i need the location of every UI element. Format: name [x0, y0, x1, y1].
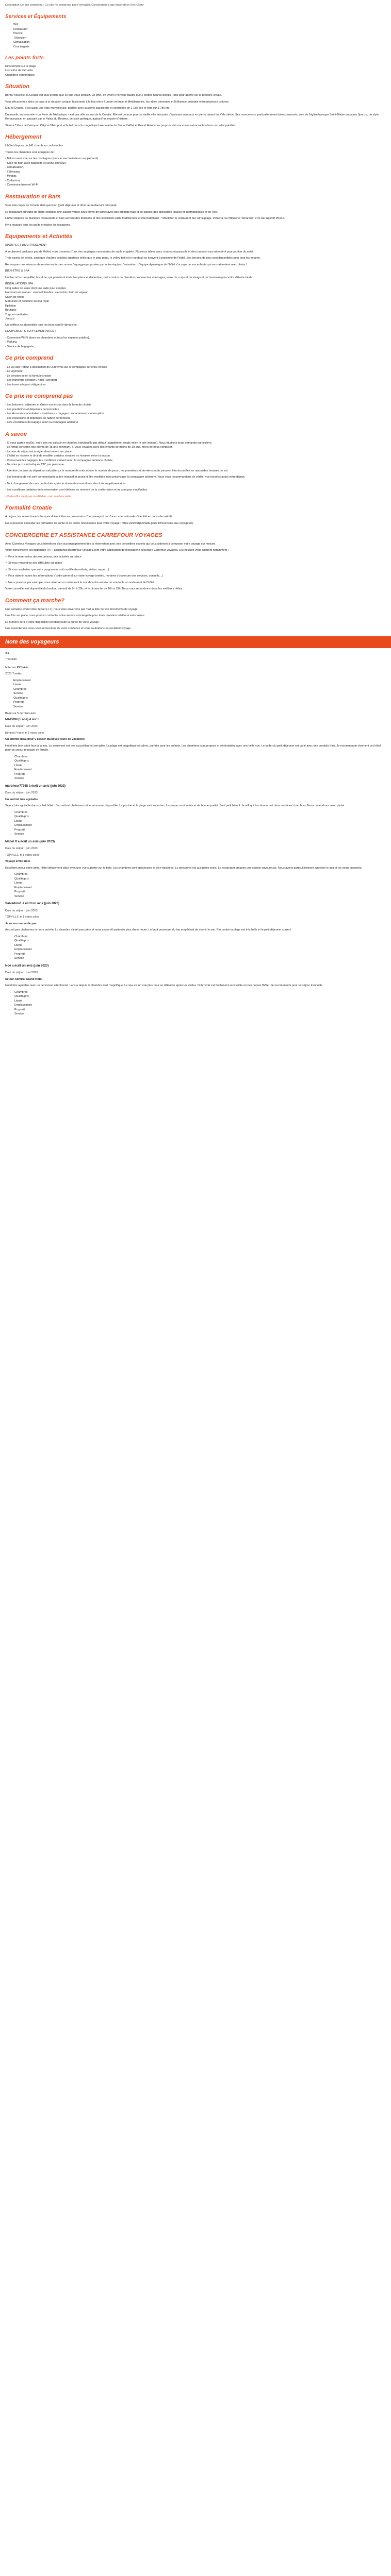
list-item: Hammam et saunas : sauna finlandais, sauna bio, bain de vapeur: [5, 291, 88, 295]
review-meta: TOPVILLE ★ 1 votes utiles: [5, 853, 40, 857]
list-item: • Chambres: [13, 687, 386, 692]
review-meta: TOPVILLE ★ 1 votes utiles: [5, 916, 40, 919]
review-item: [5, 718, 386, 781]
list-item: - Salle de bain avec baignoire et sèche-cheveux,: [5, 161, 67, 165]
list-item: • Propreté: [13, 700, 386, 705]
restauration-title: Restauration et Bars: [5, 193, 61, 200]
paragraph: Une nouvelle fois, nous vous remercions de votre confiance et vous souhaitons un excellent voyage.: [5, 627, 132, 631]
review-date: Date du séjour : mai 2023: [5, 971, 38, 975]
paragraph: - Attention, la date du départ est calculée sur le nombre de nuits et non le nombre de jours ; les premières et dernières nuits peuvent être écourtées en raison des horaires de vol.: [5, 469, 229, 472]
paragraph: L'hôtel dispose de 141 chambres confortables.: [5, 144, 64, 148]
situation-section: [5, 82, 386, 128]
list-item: • Service: [14, 776, 386, 781]
list-item: - Les transferts aéroport / hôtel / aéroport: [5, 379, 57, 382]
list-item: - Balcon avec vue sur les montagnes (ou vue mer latérale en supplément): [5, 157, 99, 161]
review-text: Excellent séjour entre amis. Hôtel idéalement situé avec une vue superbe sur la baie. Les chambres sont spacieuses et bien équipées. Le personnel est aux petits soins. Le restaurant propose une cuisine savoureuse. Nous avons particulièrement apprécié le spa et les soins proposés.: [5, 866, 363, 870]
reviews-list: [5, 718, 386, 1016]
review-item: [5, 784, 386, 837]
page-root: [0, 0, 391, 1030]
list-item: Jacuzzi: [5, 317, 15, 321]
list-item: Salon de repos: [5, 295, 24, 299]
non-refundable-note: - Cette offre n'est pas modifiable - non remboursable: [5, 495, 72, 498]
list-item: • Service: [14, 956, 386, 961]
list-item: - Parking,: [5, 341, 18, 344]
list-item: - Le logement: [5, 370, 23, 374]
list-item: - Si vous partez seul(e), votre prix est calculé en chambre individuelle par défaut (supplément single selon le prix indiqué). Nous étudions toute demande particulière.: [5, 441, 213, 445]
list-item: - Les pourboires et dépenses personnelles: [5, 408, 59, 411]
paragraph: A ce jour, les ressortissants français doivent être en possession d'un passeport ou d'une carte nationale d'identité en cours de validité.: [5, 515, 173, 519]
paragraph: Le numéro sera à votre disposition pendant toute la durée de votre voyage.: [5, 620, 100, 624]
paragraph: - Les conditions tarifaires de la réservation sont définies au moment de la confirmation et ne sont pas modifiables.: [5, 488, 148, 492]
list-item: • Chambres: [14, 755, 386, 759]
list-item: - Le pension selon la formule choisie: [5, 374, 52, 378]
restauration-section: [5, 193, 386, 227]
paragraph: Votre conciergerie est disponible 7j/7 : assistance@carrefour-voyages.com votre application de messagerie sécurisée Carrefour Voyages. Les équipes vous aideront notamment :: [5, 549, 229, 552]
paragraph: Une fois sur place, vous pourrez contacter notre service conciergerie pour toute question relative à votre séjour.: [5, 614, 145, 618]
review-based-line: Basé sur 5 derniers avis: [5, 711, 36, 715]
equipements-section: [5, 232, 386, 349]
list-item: • Emplacement: [14, 823, 386, 828]
list-item: • Wifi: [13, 23, 386, 27]
paragraph: ✓ Si vous souhaitez que votre programme soit modifié (transferts, visites, repas…): [5, 568, 109, 571]
list-item: • Qualité/prix: [14, 759, 386, 764]
paragraph: ✓ Si vous rencontrez des difficultés sur place: [5, 562, 62, 565]
paragraph: ✓ Pour la réservation des excursions, des activités sur place: [5, 555, 82, 558]
subheading: EQUIPEMENTS SUPPLEMENTAIRES :: [5, 330, 56, 333]
review-date: Date du séjour : juin 2023: [5, 791, 38, 795]
list-item: • Chambres: [14, 810, 386, 815]
paragraph: ✓ Pour obtenir toutes les informations d'ordre général sur votre voyage (météo, horaires d'ouverture des services, conseils…): [5, 574, 163, 578]
list-item: INSTALLATIONS SPA :: [5, 282, 35, 286]
a-savoir-section: [5, 430, 386, 499]
list-item: • Qualité/prix: [13, 696, 386, 701]
paragraph: Un lieu où la tranquillité, le calme, qui prendront toute leur place et d'attention, notre centre de bien-être propose des massages, soins du corps et du visage et un hammam pour votre détente totale.: [5, 276, 253, 279]
list-item: - L'hôtel se réserve le droit de modifier certains services ou horaires selon la saison.: [5, 454, 111, 458]
services-list: [9, 23, 386, 49]
review-text: Hôtel très bien situé face à la mer. Le personnel est très accueillant et serviable. La plage est magnifique et calme, parfaite pour les enfants. Les chambres sont propres et confortables avec une belle vue. Le buffet du petit déjeuner est varié avec des produits frais. Je recommande vivement cet hôtel pour un séjour reposant en famille.: [5, 744, 381, 752]
list-item: • Literie: [14, 943, 386, 948]
services-section: [5, 13, 386, 49]
list-item: Boutique: [5, 309, 17, 312]
list-item: - Coffre-fort,: [5, 179, 21, 182]
list-item: • Propreté: [14, 890, 386, 894]
hebergement-title: Hébergement: [5, 134, 42, 141]
paragraph: Mini la Croatie, c'est aussi une côte merveilleuse, bordée avec la sainte sauliseerie et constellée de 1 185 îles et îlots sur 1 780 km.: [5, 107, 170, 110]
subheading: BIEN-ÊTRE & SPA: [5, 269, 29, 273]
list-item: • Emplacement: [14, 947, 386, 952]
formalites-section: [5, 504, 386, 526]
paragraph: L'hôtel dispose de plusieurs restaurants et bars servant des boissons et des spécialités plats traditionnels et internationaux : "Maritime" le restaurant bar sur la plage, Pizzeria, la Pâtisserie "Amarena" et le bar Aperitif-Phone.: [5, 217, 285, 221]
paragraph: Bonne nouvelle, la Croatie est plus proche que ce que vous pensez. En effet, en avion il ne vous faudra que 2 petites heures depuis Paris pour atterrir sur le territoire croate.: [5, 94, 222, 97]
review-tags-list: [10, 755, 386, 781]
list-item: • Propreté: [14, 1008, 386, 1012]
prix-comprend-title: Ce prix comprend: [5, 355, 54, 362]
list-item: • Propreté: [14, 772, 386, 777]
list-item: • Literie: [14, 881, 386, 886]
paragraph: Avec Carrefour Voyages vous bénéficiez d'un accompagnement dès la réservation avec des conseillers experts qui vous aideront à composer votre voyage sur mesure.: [5, 542, 216, 546]
list-item: • Service: [14, 894, 386, 899]
list-item: • Télévision: [13, 36, 386, 41]
subheading: SPORTS ET DIVERTISSEMENT: [5, 244, 47, 247]
comment-title: Comment ça marche?: [5, 597, 64, 604]
comment-section: [5, 597, 386, 631]
list-item: • Emplacement: [14, 886, 386, 890]
list-item: Yoga et méditation: [5, 313, 29, 316]
list-item: • Service: [13, 691, 386, 696]
review-item: [5, 964, 386, 1016]
conciergerie-title: CONCIERGERIE ET ASSISTANCE CARREFOUR VOYAGES: [5, 532, 162, 538]
list-item: - Tous les prix sont indiqués TTC par personne.: [5, 463, 65, 467]
list-item: Manucure et pédicure au spa royal: [5, 300, 49, 303]
list-item: • Service: [13, 705, 386, 709]
hebergement-section: [5, 133, 386, 188]
review-date: Date du séjour : juin 2023: [5, 909, 38, 912]
list-item: • Qualité/prix: [14, 877, 386, 882]
paragraph: Vous découvrirez alors un pays à la situation unique, fascinante à la fois entre Europe centrale et Méditerranée, les alpes orientales et l'influence orientale entre plusieurs cultures.: [5, 100, 230, 104]
list-item: • Qualité/prix: [14, 939, 386, 943]
review-text: Hôtel très agréable avec un personnel attentionné. La vue depuis la chambre était magnifique. Le spa est un vrai plus pour se détendre après les visites. Dubrovnik est facilement accessible en bus depuis l'hôtel. Je recommande pour un séjour tranquille.: [5, 984, 323, 988]
list-item: - Connexion Internet Wi-Fi: [5, 183, 39, 187]
review-text: Accueil peu chaleureux à notre arrivée. La chambre n'était pas prête et nous avons dû patienter plus d'une heure. Le bruit provenant du bar empêchait de dormir le soir. Par contre la plage est très belle et le petit déjeuner correct.: [5, 928, 292, 932]
equipements-title: Equipements et Activités: [5, 233, 73, 240]
list-item: - Les excursions et dépenses de nature personnelle: [5, 416, 71, 420]
points-forts-section: [5, 54, 386, 77]
review-headline: Séjour Admiral Grand Hotel: [5, 977, 42, 981]
list-item: • Propreté: [14, 952, 386, 957]
list-item: • Conciergerie: [13, 45, 386, 49]
list-item: • Emplacement: [14, 1003, 386, 1008]
points-forts-title: Les points forts: [5, 55, 44, 61]
list-item: • Literie: [14, 999, 386, 1004]
review-title: MAISON (5 ans) 4 sur 5: [5, 718, 40, 722]
review-item: [5, 840, 386, 899]
list-item: - Connexion Wi-Fi (dans les chambres et tous les espaces publics),: [5, 336, 90, 340]
list-item: • Literie: [13, 683, 386, 687]
list-item: - Climatisation,: [5, 166, 24, 170]
review-date: Date du séjour : juin 2023: [5, 725, 38, 728]
score-items-list: [9, 679, 386, 709]
paragraph: - Les horaires de vol sont communiqués à titre indicatif et peuvent être modifiés sans préavis par la compagnie aérienne. Nous vous recommandons de vérifier vos horaires avant votre départ.: [5, 476, 246, 479]
review-meta: Bonnes Prairie ★ 1 votes utiles: [5, 731, 45, 735]
list-item: - Concernant les bagages, les conditions varient selon la compagnie aérienne choisie.: [5, 459, 113, 462]
review-title: Salvadore1 à écrit un avis (juin 2023): [5, 902, 60, 906]
paragraph: Trois courts de tennis, ainsi que d'autres activités sportives telles que le ping-pong, le volley-ball et le handball se trouvent à proximité de l'hôtel. Ses terrains de jeux sont disponibles pour tous les enfants.: [5, 257, 261, 260]
a-savoir-title: A savoir: [5, 431, 28, 437]
list-item: • Climatisation: [13, 40, 386, 45]
paragraph: Dubrovnik, surnommée « La Perle de l'Adriatique » est une ville au sud de la Croatie. Elle est connue pour sa vieille ville entourée d'épaisses remparts en pierre datant du XVIe siècle. Ses monuments, particulièrement bien conservés, sont de l'église baroque Saint-Blaise au palais Sponza, de style Renaissance, en passant par le Palais du Recteur, de style gothique, aujourd'hui musée d'histoire.: [5, 113, 379, 121]
paragraph: Situé à 3 Kms de l'aéroport Ćilipi et l'Aéroport et le bel dans le magnifique baie intacte de Slano, l'Hôtel et Grand Hotel vous propose des vacances mémorables dans un cadre paisible.: [5, 124, 236, 127]
list-item: - Le forfait concerne des clients de 18 ans minimum. Si vous voyagez avec des enfants de moins de 18 ans, merci de nous contacter.: [5, 446, 173, 449]
list-item: • Chambres: [14, 935, 386, 939]
paragraph: Nous pouvons consulter les formalités de santé et de police nécessaires pour votre voyage : https://www.diplomatie.gouv.fr/fr/conseils-aux-voyageurs/: [5, 521, 193, 525]
paragraph: A seulement quelques pas de l'hôtel, vous trouverez l'une des sa plages ravissantes de sable et galets. Plusieurs tables avec chaises et parasols et des transats vous attendent pour profiter du soleil.: [5, 250, 254, 253]
paragraph: Remarquez nos séances de remise en forme comme l'aquagym proposées par notre équipe d'animation. L'équipe dynamique de l'hôtel s'occupe de vos enfants qui vous attendent avec plaisir !: [5, 263, 247, 266]
list-item: • Piscine: [13, 31, 386, 36]
list-item: • Restaurant: [13, 27, 386, 32]
list-item: - La taxe de séjour est à régler directement sur place.: [5, 450, 73, 453]
list-item: Directement sur la plage: [5, 64, 36, 68]
paragraph: Un coiffeur est disponible tous les jours sauf le dimanche.: [5, 323, 78, 327]
review-date: Date du séjour : juin 2023: [5, 847, 38, 851]
review-hotel-line: hotel sur PPS Avis: [5, 666, 29, 669]
situation-title: Situation: [5, 83, 30, 90]
list-item: • Literie: [14, 819, 386, 824]
review-tags-list: [10, 935, 386, 961]
list-item: - Minibar,: [5, 175, 17, 178]
list-item: • Service: [14, 832, 386, 837]
reviews-summary: [5, 651, 386, 716]
review-text: Séjour très agréable dans ce bel hôtel. L'accueil est chaleureux et le personnel disponible. La piscine et la plage sont superbes. Les repas sont variés et de bonne qualité. Seul petit bémol : le wifi qui fonctionne mal dans certaines chambres. Nous reviendrons avec plaisir.: [5, 804, 345, 808]
formalites-title: Formalité Croatie: [5, 505, 52, 512]
list-item: Epilation: [5, 304, 17, 308]
list-item: • Service: [14, 1012, 386, 1016]
list-item: • Propreté: [14, 828, 386, 833]
services-title: Services et Équipements: [5, 13, 67, 20]
paragraph: Votre conseiller est disponible du lundi au samedi de 9h à 20h, et le dimanche de 10h à 19h. Nous vous répondrons dans les meilleurs délais.: [5, 587, 183, 591]
review-tags-list: [10, 872, 386, 899]
prix-ne-comprend-title: Ce prix ne comprend pas: [5, 393, 73, 400]
paragraph: Vous êtes logés en formule demi-pension (petit déjeuner et dîner au restaurant principal).: [5, 204, 118, 208]
review-tags-list: [10, 990, 386, 1016]
paragraph: Le restaurant principal de l'hôtel propose une cuisine variée sous forme de buffet avec des produits frais et de saison, des spécialités locales et internationales et de l'été.: [5, 210, 218, 214]
review-score-label: Très bien: [5, 658, 17, 662]
list-item: - Les taxes aéroport obligatoires: [5, 383, 46, 386]
list-item: Les soins de bien-être: [5, 69, 34, 73]
list-item: Cinq salles de soins dont une salle pour couples: [5, 286, 66, 290]
review-title: marcheur77358 à écrit un avis (juin 2023): [5, 784, 66, 788]
review-title: Mabel R a écrit un avis (juin 2023): [5, 840, 55, 843]
list-item: • Chambres: [14, 990, 386, 995]
reviews-header-bar: Note des voyageurs: [0, 636, 391, 648]
review-headline: Je ne recommande pas: [5, 922, 37, 925]
paragraph: Une semaine avant votre départ (J-7), nous vous enverrons par mail la liste de vos documents de voyage.: [5, 607, 139, 611]
review-tags-list: [10, 810, 386, 837]
list-item: - Le vol aller-retour à destination de Dubrovnik sur la compagnie aérienne choisie: [5, 365, 107, 369]
review-headline: Un endroit très agréable: [5, 798, 38, 801]
list-item: • Emplacement: [14, 768, 386, 772]
top-description: Description Ce prix comprend : Ce prix ne comprend pas Formalités Conciergerie Logo Impératrice Avis Client: [5, 4, 144, 7]
conciergerie-section: [5, 531, 386, 591]
list-item: • Literie: [14, 764, 386, 768]
review-headline: Voyage entre amis: [5, 860, 30, 863]
paragraph: Toutes les chambres sont équipées de :: [5, 150, 55, 154]
prix-comprend-section: [5, 354, 386, 387]
review-score: 4.6: [5, 651, 9, 655]
prix-ne-comprend-section: [5, 392, 386, 425]
review-item: [5, 902, 386, 960]
list-item: - Télévision,: [5, 170, 21, 174]
review-headline: Un endroit idéal pour y passer quelques jours de vacances: [5, 738, 85, 741]
paragraph: - Tout changement de nom ou de date après la réservation entraînera des frais supplémentaires.: [5, 482, 127, 485]
paragraph: ✓ Nous pouvons par exemple, vous réserver un restaurant le soir de votre arrivée ou une table au restaurant de l'hôtel.: [5, 581, 155, 584]
paragraph: Il y a toujours tous les goûts et toutes les occasions.: [5, 223, 71, 227]
review-hotel-date: 2023 Trustés: [5, 672, 22, 676]
list-item: • Emplacement: [13, 679, 386, 683]
list-item: - Les boissons, déjeuner et dîners non inclus dans la formule choisie: [5, 403, 91, 407]
list-item: - Le/s excédent/s de bagage selon la compagnie aérienne: [5, 421, 78, 425]
list-item: - Les Assurance annulation - assistance - bagages - rapatriement - interruption: [5, 412, 104, 416]
review-title: Noé a écrit un avis (juin 2023): [5, 964, 49, 968]
list-item: • Chambres: [14, 872, 386, 877]
list-item: • Qualité/prix: [14, 815, 386, 819]
list-item: - Service de bagagerie,: [5, 345, 35, 348]
list-item: Chambres confortables: [5, 73, 35, 77]
list-item: • Qualité/prix: [14, 994, 386, 999]
